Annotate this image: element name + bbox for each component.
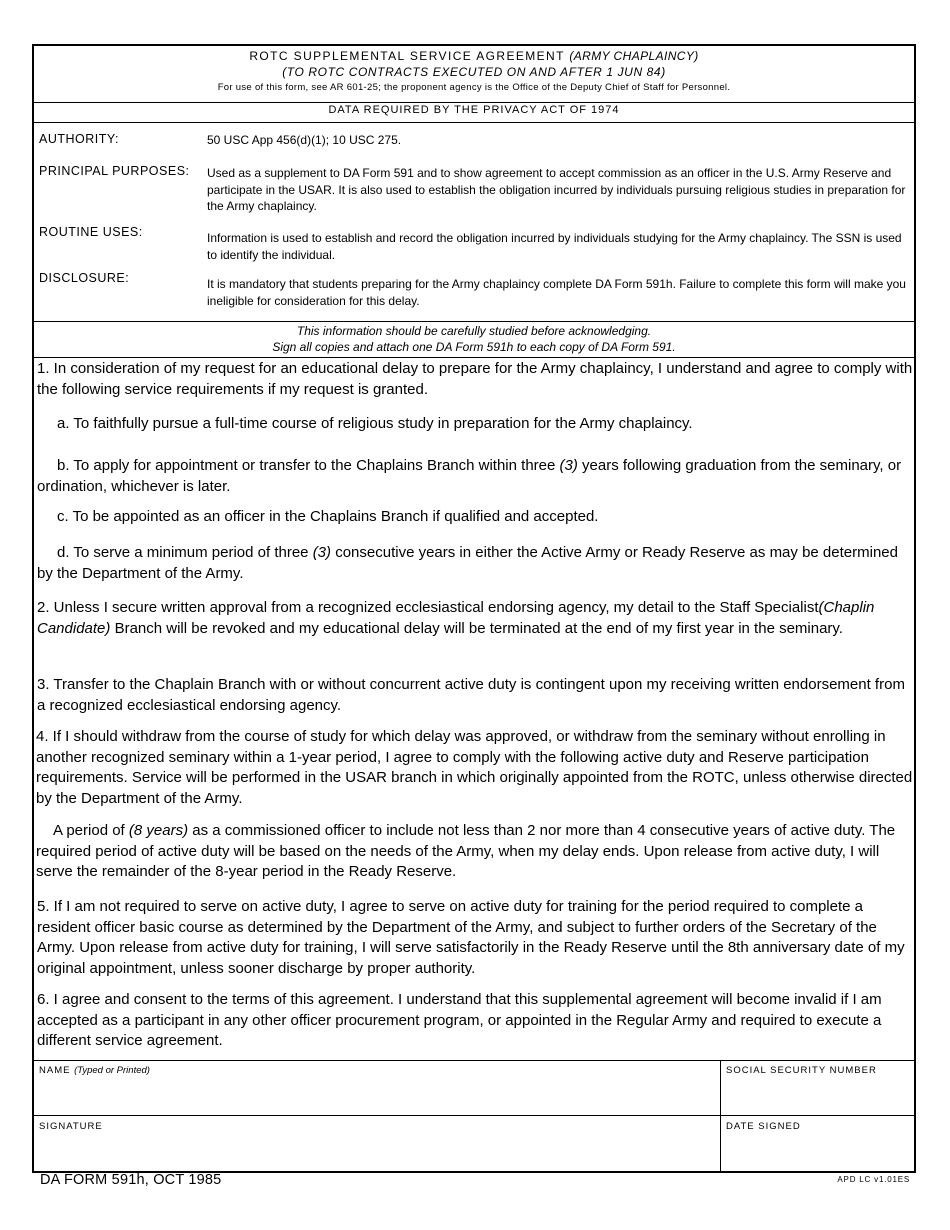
form-title-italic: (ARMY CHAPLAINCY) — [569, 49, 699, 63]
paragraph-4a-text: A period of — [53, 822, 125, 839]
paragraph-1b — [37, 456, 914, 497]
divider — [34, 102, 914, 103]
notice-line-1: This information should be carefully studied before acknowledging. — [296, 324, 652, 338]
routine-uses-text: Information is used to establish and record the obligation incurred by individuals studying for the Army chaplaincy. The SSN is used to identify the individual. — [207, 231, 902, 262]
form-header — [34, 46, 914, 102]
form-use-note: For use of this form, see AR 601-25; the proponent agency is the Office of the Deputy Chief of Staff for Personnel. — [217, 82, 731, 93]
form-subtitle: (TO ROTC CONTRACTS EXECUTED ON AND AFTER 1 JUN 84) — [282, 65, 666, 79]
ssn-field[interactable]: SOCIAL SECURITY NUMBER — [726, 1065, 877, 1076]
disclosure-label: DISCLOSURE: — [39, 271, 130, 285]
date-signed-field[interactable]: DATE SIGNED — [726, 1121, 801, 1132]
notice-line-2: Sign all copies and attach one DA Form 591h to each copy of DA Form 591. — [272, 340, 676, 354]
paragraph-2-text: 2. Unless I secure written approval from a recognized ecclesiastical endorsing agency, my detail to the Staff Specialist — [37, 599, 819, 616]
paragraph-1b-italic: (3) — [559, 457, 578, 474]
paragraph-2-text-end: Branch will be revoked and my educational delay will be terminated at the end of my first year in the seminary. — [114, 619, 843, 637]
paragraph-1d — [37, 543, 914, 584]
paragraph-4a — [36, 821, 914, 883]
paragraph-1d-italic: (3) — [312, 544, 332, 561]
divider — [34, 1115, 914, 1116]
disclosure-text: It is mandatory that students preparing for the Army chaplaincy complete DA Form 591h. Failure to complete this form will make you ineligible for consideration for this delay. — [207, 277, 906, 308]
form-title-text: ROTC SUPPLEMENTAL SERVICE AGREEMENT — [249, 49, 565, 63]
paragraph-1b-text: b. To apply for appointment or transfer to the Chaplains Branch within three — [57, 457, 556, 474]
paragraph-3: 3. Transfer to the Chaplain Branch with or without concurrent active duty is contingent upon my receiving written endorsement from a recognized ecclesiastical endorsing agency. — [37, 676, 905, 714]
paragraph-2-italic: (Chaplin Candidate) — [37, 599, 875, 637]
privacy-act-title: DATA REQUIRED BY THE PRIVACY ACT OF 1974 — [328, 104, 620, 116]
form-number: DA FORM 591h, OCT 1985 — [40, 1172, 222, 1188]
name-field[interactable] — [39, 1065, 150, 1076]
signature-field[interactable]: SIGNATURE — [39, 1121, 103, 1132]
paragraph-4a-italic: (8 years) — [128, 822, 189, 839]
name-hint: (Typed or Printed) — [74, 1065, 150, 1076]
paragraph-1b-text-end: years following graduation from the seminary, or ordination, whichever is later. — [37, 457, 902, 495]
paragraph-2 — [37, 598, 914, 639]
form-version: APD LC v1.01ES — [837, 1175, 910, 1184]
paragraph-1c: c. To be appointed as an officer in the Chaplains Branch if qualified and accepted. — [57, 508, 599, 525]
paragraph-1a: a. To faithfully pursue a full-time course of religious study in preparation for the Army chaplaincy. — [57, 415, 693, 432]
principal-purposes-label: PRINCIPAL PURPOSES: — [39, 164, 190, 178]
name-label: NAME — [39, 1065, 71, 1076]
paragraph-4: 4. If I should withdraw from the course of study for which delay was approved, or withdraw from the seminary without enrolling in another recognized seminary within a 1-year period, I agree to comply with the following active duty and Reserve participation requirements. Service will be performed in the USAR branch in which originally appointed from the ROTC, unless otherwise directed by the Department of the Army. — [36, 728, 913, 807]
authority-text: 50 USC App 456(d)(1); 10 USC 275. — [207, 133, 402, 147]
instruction-notice — [34, 323, 914, 355]
principal-purposes-text: Used as a supplement to DA Form 591 and to show agreement to accept commission as an officer in the U.S. Army Reserve and participate in the USAR. It is also used to establish the obligation incurred by individuals pursuing religious studies in preparation for the Army chaplaincy. — [207, 166, 906, 213]
paragraph-1: 1. In consideration of my request for an educational delay to prepare for the Army chaplaincy, I understand and agree to comply with the following service requirements if my request is granted. — [37, 360, 913, 398]
authority-label: AUTHORITY: — [39, 132, 120, 146]
paragraph-4a-text-end: as a commissioned officer to include not less than 2 nor more than 4 consecutive years of active duty. The required period of active duty will be based on the needs of the Army, when my delay ends. Upon release from active duty, I will serve the remainder of the 8-year period in the Ready Reserve. — [36, 822, 896, 880]
divider — [34, 1060, 914, 1061]
paragraph-5: 5. If I am not required to serve on active duty, I agree to serve on active duty for training for the period required to complete a resident officer basic course as determined by the Department of the Army, and subject to further orders of the Secretary of the Army. Upon release from active duty for training, I will serve satisfactorily in the Ready Reserve until the 8th anniversary date of my original appointment, unless sooner discharge by proper authority. — [37, 898, 905, 977]
form-container — [32, 44, 916, 1173]
divider — [34, 321, 914, 322]
paragraph-6: 6. I agree and consent to the terms of this agreement. I understand that this supplemental agreement will become invalid if I am accepted as a participant in any other officer procurement program, or appointed in the Regular Army and required to execute a different service agreement. — [37, 991, 882, 1049]
paragraph-1d-text: d. To serve a minimum period of three — [57, 544, 309, 561]
routine-uses-label: ROUTINE USES: — [39, 225, 143, 239]
divider — [34, 357, 914, 358]
divider — [34, 122, 914, 123]
form-title — [34, 49, 914, 63]
paragraph-1d-text-end: consecutive years in either the Active Army or Ready Reserve as may be determined by the Department of the Army. — [37, 544, 898, 582]
